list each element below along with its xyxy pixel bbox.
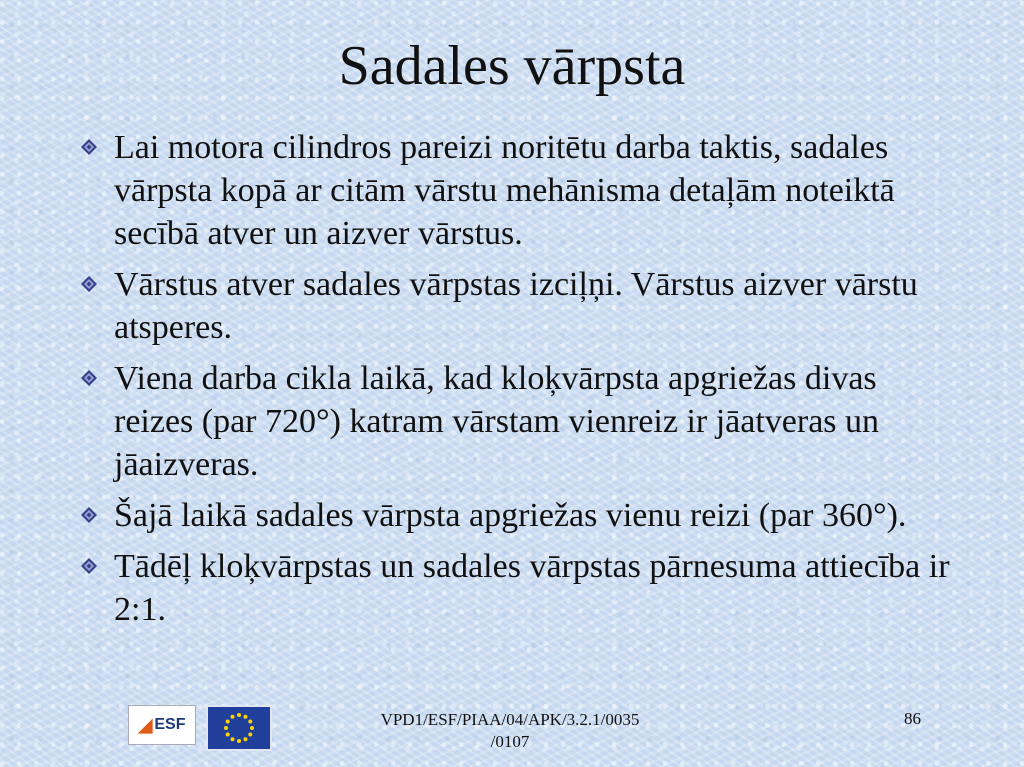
bullet-list xyxy=(80,126,960,639)
diamond-bullet-icon xyxy=(80,357,114,397)
diamond-bullet-icon xyxy=(80,263,114,303)
list-item xyxy=(80,545,960,631)
list-item xyxy=(80,126,960,255)
project-code xyxy=(340,709,680,753)
project-code-line1: VPD1/ESF/PIAA/04/APK/3.2.1/0035 xyxy=(380,710,640,729)
esf-mark-icon: ◢ xyxy=(138,714,153,735)
bullet-text: Viena darba cikla laikā, kad kloķvārpsta apgriežas divas reizes (par 720°) katram vārstam vienreiz ir jāatveras un jāaizveras. xyxy=(114,360,880,483)
list-item xyxy=(80,263,960,349)
bullet-text: Tādēļ kloķvārpstas un sadales vārpstas pārnesuma attiecība ir 2:1. xyxy=(114,548,950,628)
esf-logo xyxy=(128,705,196,745)
esf-logo-text: ESF xyxy=(154,716,186,733)
list-item xyxy=(80,357,960,486)
project-code-line2: /0107 xyxy=(490,732,530,751)
diamond-bullet-icon xyxy=(80,545,114,585)
slide-title: Sadales vārpsta xyxy=(338,35,686,97)
diamond-bullet-icon xyxy=(80,494,114,534)
bullet-text: Šajā laikā sadales vārpsta apgriežas vienu reizi (par 360°). xyxy=(114,497,907,534)
list-item xyxy=(80,494,960,537)
slide-footer xyxy=(0,705,1024,765)
bullet-text: Lai motora cilindros pareizi noritētu darba taktis, sadales vārpsta kopā ar citām vārstu mehānisma detaļām noteiktā secībā atver un aizver vārstus. xyxy=(114,129,895,252)
eu-flag-icon xyxy=(206,705,272,751)
page-number: 86 xyxy=(904,709,921,728)
diamond-bullet-icon xyxy=(80,126,114,166)
bullet-text: Vārstus atver sadales vārpstas izciļņi. Vārstus aizver vārstu atsperes. xyxy=(114,266,918,346)
